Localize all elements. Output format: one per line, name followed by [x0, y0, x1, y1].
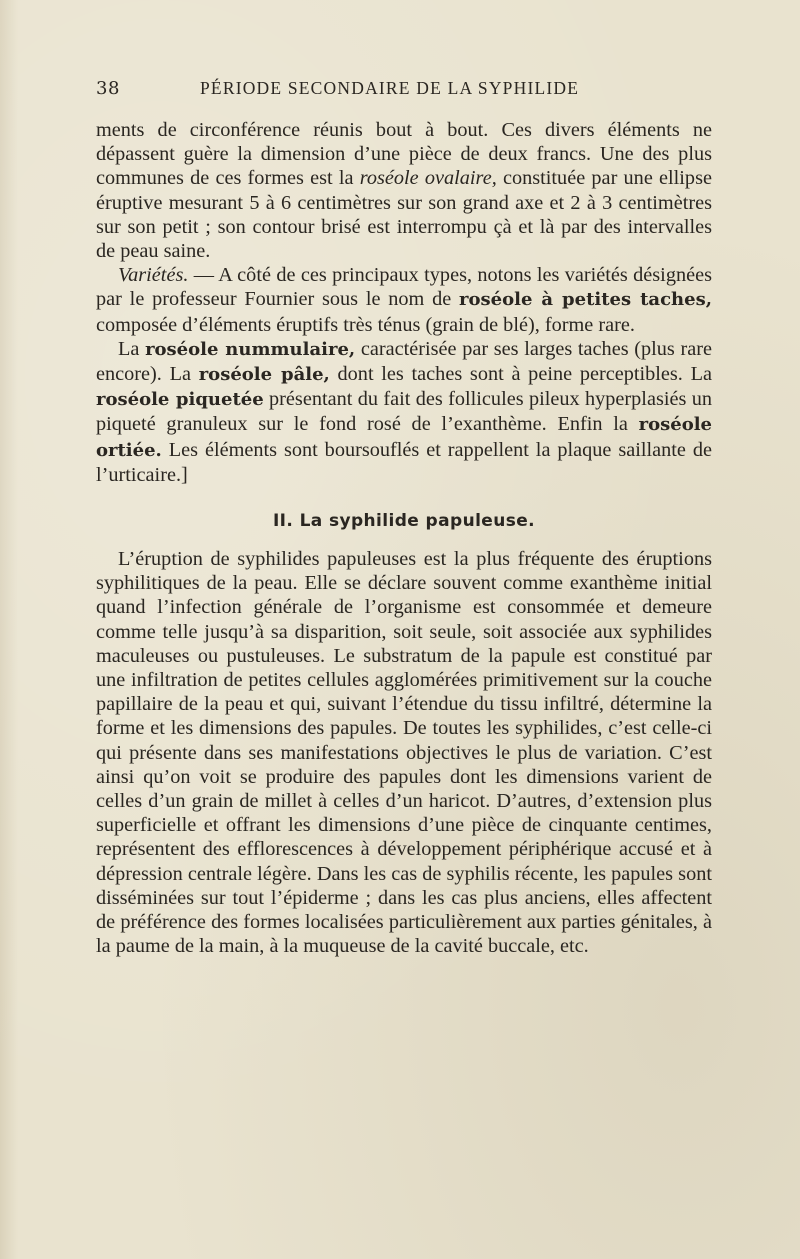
paragraph-text: Les éléments sont boursouflés et rappellent la plaque saillante de l’urticaire.] [96, 438, 712, 486]
paragraph-varietes [96, 263, 712, 337]
term-roseole-nummulaire: roséole nummulaire, [145, 338, 356, 360]
running-head [96, 78, 712, 108]
paragraph-roseole-types [96, 337, 712, 487]
paragraph-text: caractérisée par ses larges taches (plus rare encore). La [96, 337, 712, 386]
running-title: PÉRIODE SECONDAIRE DE LA SYPHILIDE [200, 78, 580, 98]
page-number: 38 [96, 78, 120, 99]
term-roseole-pale: roséole pâle, [198, 364, 330, 386]
term-varietes: Variétés. [118, 264, 189, 287]
paragraph-text: constituée par une ellipse éruptive mesurant 5 à 6 centimètres sur son grand axe et 2 à 3 centimètres sur son petit ; son contour brisé est interrompu çà et là par des intervalles de peau saine. [96, 167, 712, 263]
paragraph-text: dont les taches sont à peine perceptibles. La [329, 363, 712, 386]
term-roseole-piquetee: roséole piquetée [96, 389, 264, 411]
term-roseole-ortiee: roséole ortiée. [96, 414, 712, 461]
paragraph-syphilide-papuleuse: L’éruption de syphilides papuleuses est la plus fréquente des éruptions syphilitiques de la peau. Elle se déclare souvent comme exanthème initial quand l’infection générale de l’organisme est consommée et demeure comme telle jusqu’à sa disparition, soit seule, soit associée aux syphilides maculeuses ou pustuleuses. Le substratum de la papule est constitué par une infiltration de petites cellules agglomérées primitivement sur la couche papillaire de la peau et qui, suivant l’étendue du tissu infiltré, détermine la forme et les dimensions des papules. De toutes les syphilides, c’est celle-ci qui présente dans ses manifestations objectives le plus de variation. C’est ainsi qu’on voit se produire des papules dont les dimensions varient de celles d’un grain de millet à celles d’un haricot. D’autres, d’extension plus superficielle et offrant les dimensions d’une pièce de cinquante centimes, représentent des efflorescences à développement périphérique accusé et à dépression centrale légère. Dans les cas de syphilis récente, les papules sont disséminées sur tout l’épiderme ; dans les cas plus anciens, elles affectent de préférence des formes localisées particulièrement aux parties génitales, à la paume de la main, à la muqueuse de la cavité buccale, etc. [96, 548, 712, 958]
paragraph-text: La [118, 337, 146, 360]
book-page [96, 78, 712, 959]
term-roseole-ovalaire: roséole ovalaire, [359, 167, 497, 190]
paragraph-text: ments de circonférence réunis bout à bout. Ces divers éléments ne dépassent guère la dimension d’une pièce de deux francs. Une des plus communes de ces formes est la [96, 119, 712, 190]
paragraph-roseole-ovalaire [96, 118, 712, 263]
paragraph-text: — A côté de ces principaux types, notons les variétés désignées par le professeur Fournier sous le nom de [96, 264, 712, 311]
term-roseole-petites-taches: roséole à petites taches, [459, 289, 712, 311]
section-heading: II. La syphilide papuleuse. [272, 511, 536, 532]
paragraph-text: composée d’éléments éruptifs très ténus (grain de blé), forme rare. [96, 313, 635, 336]
paragraph-text: présentant du fait des follicules pileux hyperplasiés un piqueté granuleux sur le fond rosé de l’exanthème. Enfin la [96, 388, 712, 436]
